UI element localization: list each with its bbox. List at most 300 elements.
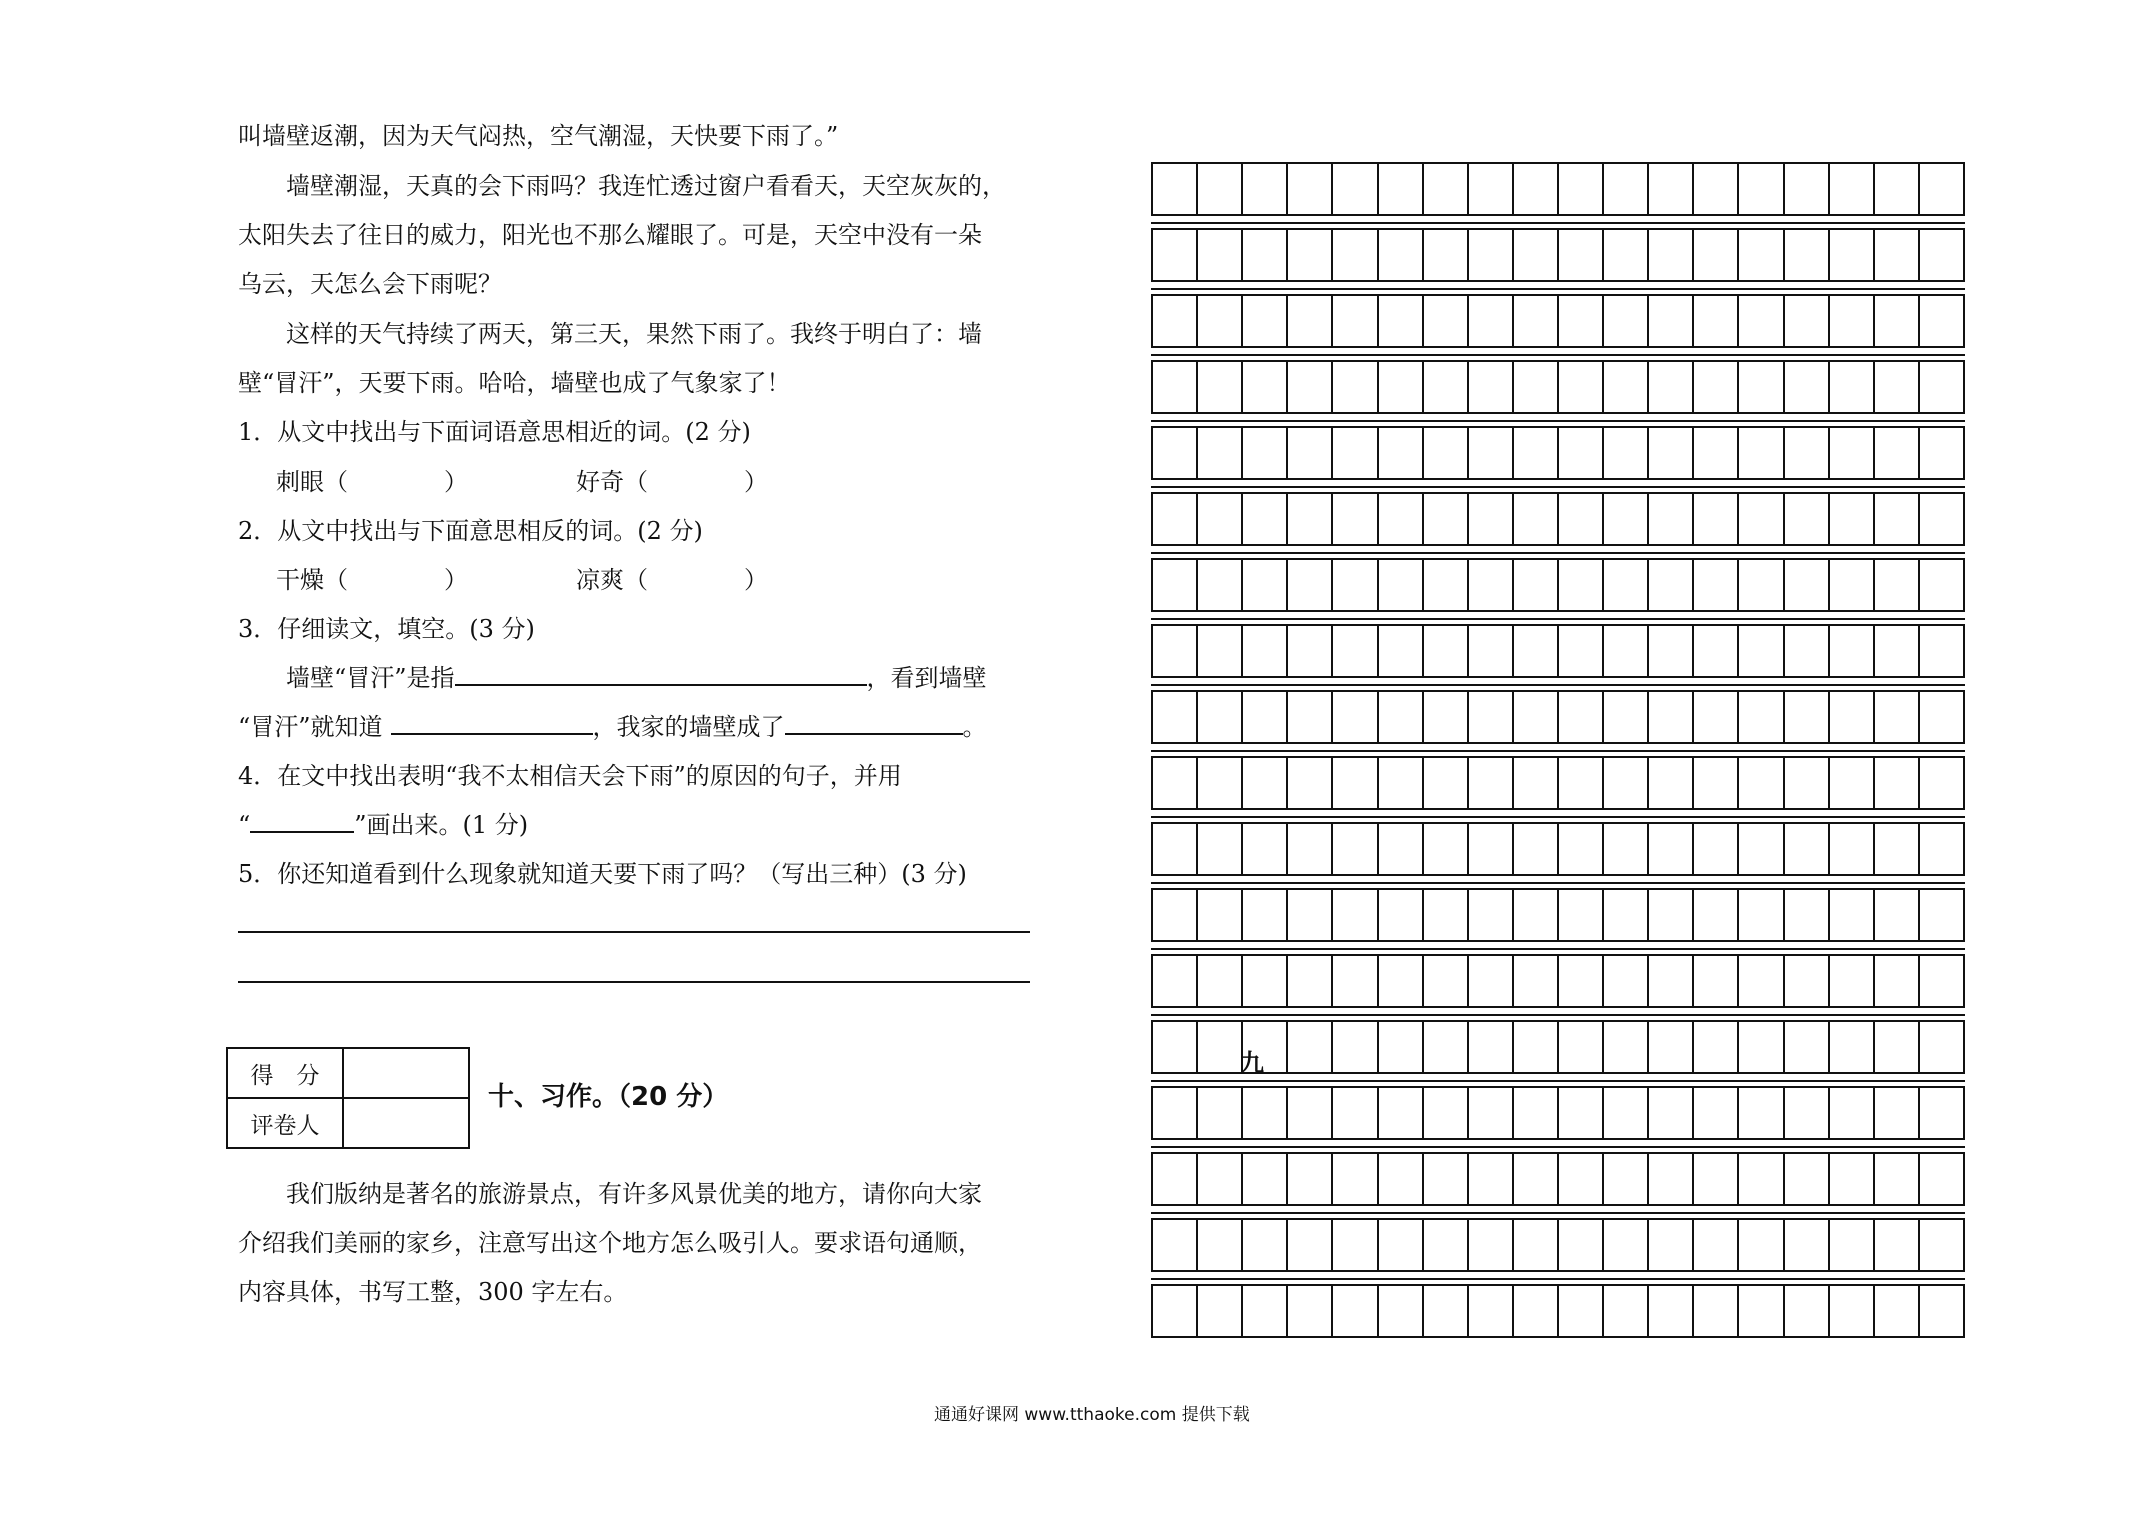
- grid-cell[interactable]: [1649, 428, 1694, 478]
- grid-cell[interactable]: [1333, 692, 1378, 742]
- answer-blank[interactable]: [785, 711, 963, 735]
- grid-cell[interactable]: [1288, 230, 1333, 280]
- grid-cell[interactable]: [1333, 362, 1378, 412]
- grid-cell[interactable]: [1694, 296, 1739, 346]
- grid-cell[interactable]: [1785, 1286, 1830, 1336]
- grid-cell[interactable]: [1243, 1220, 1288, 1270]
- grid-cell[interactable]: [1875, 296, 1920, 346]
- grid-cell[interactable]: [1604, 296, 1649, 346]
- grid-cell[interactable]: [1198, 1286, 1243, 1336]
- grid-cell[interactable]: [1243, 824, 1288, 874]
- grid-cell[interactable]: [1559, 1220, 1604, 1270]
- grid-cell[interactable]: [1333, 626, 1378, 676]
- grid-cell[interactable]: [1243, 428, 1288, 478]
- answer-blank[interactable]: [455, 662, 867, 686]
- grid-cell[interactable]: [1649, 494, 1694, 544]
- grid-cell[interactable]: [1785, 626, 1830, 676]
- grid-cell[interactable]: [1243, 362, 1288, 412]
- grid-cell[interactable]: [1920, 494, 1965, 544]
- grid-cell[interactable]: [1514, 1154, 1559, 1204]
- grid-cell[interactable]: [1469, 1286, 1514, 1336]
- grid-cell[interactable]: [1379, 1088, 1424, 1138]
- grid-cell[interactable]: [1604, 692, 1649, 742]
- grid-cell[interactable]: [1379, 824, 1424, 874]
- grid-cell[interactable]: [1153, 164, 1198, 214]
- grid-cell[interactable]: [1333, 1022, 1378, 1072]
- grid-cell[interactable]: [1424, 1154, 1469, 1204]
- grid-cell[interactable]: [1243, 164, 1288, 214]
- grid-cell[interactable]: [1514, 494, 1559, 544]
- grid-cell[interactable]: [1198, 1220, 1243, 1270]
- grid-cell[interactable]: [1198, 626, 1243, 676]
- grid-cell[interactable]: [1649, 1154, 1694, 1204]
- grid-cell[interactable]: [1739, 758, 1784, 808]
- grid-cell[interactable]: [1920, 890, 1965, 940]
- grid-cell[interactable]: [1424, 956, 1469, 1006]
- grid-cell[interactable]: [1424, 1088, 1469, 1138]
- grid-cell[interactable]: [1514, 824, 1559, 874]
- grid-cell[interactable]: [1739, 1154, 1784, 1204]
- grid-cell[interactable]: [1604, 560, 1649, 610]
- grid-cell[interactable]: [1920, 296, 1965, 346]
- grid-cell[interactable]: [1649, 1286, 1694, 1336]
- grid-cell[interactable]: [1559, 164, 1604, 214]
- grid-cell[interactable]: [1379, 1154, 1424, 1204]
- grid-cell[interactable]: [1288, 362, 1333, 412]
- grid-cell[interactable]: [1649, 692, 1694, 742]
- grid-cell[interactable]: [1469, 1022, 1514, 1072]
- grid-cell[interactable]: [1785, 1220, 1830, 1270]
- grid-cell[interactable]: [1830, 296, 1875, 346]
- grid-cell[interactable]: [1153, 1022, 1198, 1072]
- grid-cell[interactable]: [1559, 296, 1604, 346]
- grid-cell[interactable]: [1559, 758, 1604, 808]
- grid-cell[interactable]: [1379, 560, 1424, 610]
- grid-cell[interactable]: [1739, 560, 1784, 610]
- grid-cell[interactable]: [1469, 758, 1514, 808]
- grid-cell[interactable]: [1379, 1220, 1424, 1270]
- grid-cell[interactable]: [1514, 428, 1559, 478]
- grid-cell[interactable]: [1694, 362, 1739, 412]
- grid-cell[interactable]: [1333, 428, 1378, 478]
- grid-cell[interactable]: [1424, 758, 1469, 808]
- grid-cell[interactable]: [1469, 560, 1514, 610]
- grid-cell[interactable]: [1424, 692, 1469, 742]
- grid-cell[interactable]: [1424, 494, 1469, 544]
- grid-row[interactable]: [1151, 888, 1965, 942]
- grid-cell[interactable]: [1424, 1022, 1469, 1072]
- grid-cell[interactable]: [1694, 1022, 1739, 1072]
- grid-cell[interactable]: [1514, 692, 1559, 742]
- score-cell[interactable]: [343, 1048, 469, 1098]
- grid-cell[interactable]: [1469, 1154, 1514, 1204]
- grid-cell[interactable]: [1514, 362, 1559, 412]
- grid-cell[interactable]: [1875, 692, 1920, 742]
- grid-cell[interactable]: [1153, 824, 1198, 874]
- grid-cell[interactable]: [1288, 956, 1333, 1006]
- grid-cell[interactable]: [1785, 758, 1830, 808]
- grid-cell[interactable]: [1739, 1286, 1784, 1336]
- grid-cell[interactable]: [1830, 758, 1875, 808]
- grader-cell[interactable]: [343, 1098, 469, 1148]
- grid-cell[interactable]: [1604, 890, 1649, 940]
- grid-row[interactable]: [1151, 294, 1965, 348]
- grid-cell[interactable]: [1920, 1220, 1965, 1270]
- grid-row[interactable]: [1151, 558, 1965, 612]
- grid-cell[interactable]: [1694, 230, 1739, 280]
- grid-cell[interactable]: [1559, 692, 1604, 742]
- grid-cell[interactable]: [1288, 1286, 1333, 1336]
- grid-cell[interactable]: [1153, 692, 1198, 742]
- grid-cell[interactable]: [1559, 1154, 1604, 1204]
- grid-cell[interactable]: [1243, 758, 1288, 808]
- grid-cell[interactable]: [1649, 626, 1694, 676]
- grid-cell[interactable]: [1198, 1088, 1243, 1138]
- grid-cell[interactable]: [1288, 494, 1333, 544]
- grid-cell[interactable]: [1830, 626, 1875, 676]
- grid-cell[interactable]: [1153, 1220, 1198, 1270]
- grid-cell[interactable]: [1288, 824, 1333, 874]
- grid-cell[interactable]: [1604, 494, 1649, 544]
- grid-cell[interactable]: [1198, 362, 1243, 412]
- grid-cell[interactable]: [1424, 1286, 1469, 1336]
- grid-cell[interactable]: [1920, 1088, 1965, 1138]
- grid-cell[interactable]: [1469, 428, 1514, 478]
- grid-cell[interactable]: [1198, 164, 1243, 214]
- grid-cell[interactable]: [1288, 1022, 1333, 1072]
- grid-cell[interactable]: [1333, 1286, 1378, 1336]
- grid-cell[interactable]: [1694, 824, 1739, 874]
- grid-cell[interactable]: [1153, 1154, 1198, 1204]
- grid-cell[interactable]: [1243, 1088, 1288, 1138]
- grid-cell[interactable]: [1920, 824, 1965, 874]
- grid-cell[interactable]: [1514, 296, 1559, 346]
- grid-cell[interactable]: [1153, 1088, 1198, 1138]
- grid-cell[interactable]: [1785, 1154, 1830, 1204]
- grid-cell[interactable]: [1875, 1154, 1920, 1204]
- grid-cell[interactable]: [1920, 362, 1965, 412]
- grid-row[interactable]: [1151, 492, 1965, 546]
- grid-cell[interactable]: [1153, 296, 1198, 346]
- grid-cell[interactable]: [1153, 626, 1198, 676]
- grid-cell[interactable]: [1333, 1220, 1378, 1270]
- grid-cell[interactable]: [1514, 626, 1559, 676]
- grid-cell[interactable]: [1424, 890, 1469, 940]
- grid-cell[interactable]: [1243, 1286, 1288, 1336]
- grid-cell[interactable]: [1243, 1154, 1288, 1204]
- grid-cell[interactable]: [1424, 1220, 1469, 1270]
- grid-cell[interactable]: [1830, 428, 1875, 478]
- grid-cell[interactable]: [1198, 1022, 1243, 1072]
- grid-cell[interactable]: [1153, 890, 1198, 940]
- grid-cell[interactable]: [1920, 956, 1965, 1006]
- answer-line[interactable]: [238, 981, 1030, 983]
- grid-cell[interactable]: [1830, 824, 1875, 874]
- grid-cell[interactable]: [1785, 428, 1830, 478]
- grid-cell[interactable]: [1559, 1286, 1604, 1336]
- grid-row[interactable]: [1151, 426, 1965, 480]
- grid-cell[interactable]: [1469, 230, 1514, 280]
- grid-cell[interactable]: [1920, 1286, 1965, 1336]
- grid-cell[interactable]: [1920, 692, 1965, 742]
- grid-cell[interactable]: [1559, 428, 1604, 478]
- grid-cell[interactable]: [1469, 164, 1514, 214]
- grid-cell[interactable]: [1604, 1088, 1649, 1138]
- grid-cell[interactable]: [1333, 890, 1378, 940]
- grid-row[interactable]: [1151, 1020, 1965, 1074]
- grid-cell[interactable]: [1875, 362, 1920, 412]
- grid-cell[interactable]: [1649, 956, 1694, 1006]
- grid-cell[interactable]: [1469, 1220, 1514, 1270]
- grid-cell[interactable]: [1469, 362, 1514, 412]
- grid-cell[interactable]: [1198, 560, 1243, 610]
- grid-cell[interactable]: [1830, 494, 1875, 544]
- grid-cell[interactable]: [1830, 1220, 1875, 1270]
- grid-cell[interactable]: [1785, 362, 1830, 412]
- writing-grid[interactable]: [1151, 162, 1965, 1338]
- grid-cell[interactable]: [1424, 428, 1469, 478]
- grid-row[interactable]: [1151, 162, 1965, 216]
- grid-cell[interactable]: [1694, 1286, 1739, 1336]
- grid-cell[interactable]: [1514, 1022, 1559, 1072]
- grid-cell[interactable]: [1198, 692, 1243, 742]
- grid-cell[interactable]: [1739, 692, 1784, 742]
- grid-cell[interactable]: [1424, 824, 1469, 874]
- grid-cell[interactable]: [1739, 230, 1784, 280]
- grid-cell[interactable]: [1424, 164, 1469, 214]
- grid-row[interactable]: [1151, 1152, 1965, 1206]
- grid-cell[interactable]: [1424, 296, 1469, 346]
- grid-cell[interactable]: [1649, 164, 1694, 214]
- grid-cell[interactable]: [1875, 494, 1920, 544]
- grid-cell[interactable]: [1333, 560, 1378, 610]
- grid-row[interactable]: [1151, 1284, 1965, 1338]
- grid-cell[interactable]: [1739, 956, 1784, 1006]
- grid-cell[interactable]: [1739, 164, 1784, 214]
- grid-cell[interactable]: [1830, 164, 1875, 214]
- grid-cell[interactable]: [1875, 956, 1920, 1006]
- grid-cell[interactable]: [1694, 956, 1739, 1006]
- grid-row[interactable]: [1151, 690, 1965, 744]
- grid-cell[interactable]: [1830, 890, 1875, 940]
- grid-cell[interactable]: [1830, 1154, 1875, 1204]
- grid-cell[interactable]: [1604, 230, 1649, 280]
- grid-row[interactable]: [1151, 1086, 1965, 1140]
- grid-cell[interactable]: [1514, 1088, 1559, 1138]
- grid-cell[interactable]: [1875, 1088, 1920, 1138]
- grid-cell[interactable]: [1424, 626, 1469, 676]
- grid-cell[interactable]: [1153, 230, 1198, 280]
- grid-cell[interactable]: [1875, 1022, 1920, 1072]
- grid-cell[interactable]: [1379, 428, 1424, 478]
- grid-cell[interactable]: [1875, 824, 1920, 874]
- grid-cell[interactable]: [1469, 1088, 1514, 1138]
- grid-cell[interactable]: [1830, 1088, 1875, 1138]
- grid-cell[interactable]: [1243, 230, 1288, 280]
- grid-row[interactable]: [1151, 756, 1965, 810]
- grid-cell[interactable]: [1333, 758, 1378, 808]
- grid-cell[interactable]: [1333, 824, 1378, 874]
- grid-cell[interactable]: [1379, 1286, 1424, 1336]
- grid-cell[interactable]: [1559, 1088, 1604, 1138]
- grid-cell[interactable]: [1288, 1220, 1333, 1270]
- grid-cell[interactable]: [1875, 1286, 1920, 1336]
- grid-cell[interactable]: [1288, 296, 1333, 346]
- grid-cell[interactable]: [1604, 1022, 1649, 1072]
- grid-cell[interactable]: [1379, 956, 1424, 1006]
- grid-cell[interactable]: [1920, 428, 1965, 478]
- grid-cell[interactable]: [1830, 1286, 1875, 1336]
- grid-cell[interactable]: [1198, 230, 1243, 280]
- grid-cell[interactable]: [1604, 626, 1649, 676]
- grid-cell[interactable]: [1288, 692, 1333, 742]
- grid-cell[interactable]: [1739, 824, 1784, 874]
- grid-cell[interactable]: [1875, 230, 1920, 280]
- grid-cell[interactable]: [1739, 626, 1784, 676]
- grid-cell[interactable]: [1694, 890, 1739, 940]
- grid-row[interactable]: [1151, 228, 1965, 282]
- grid-cell[interactable]: [1875, 560, 1920, 610]
- grid-cell[interactable]: [1694, 758, 1739, 808]
- grid-cell[interactable]: [1514, 560, 1559, 610]
- grid-cell[interactable]: [1875, 626, 1920, 676]
- grid-cell[interactable]: [1243, 494, 1288, 544]
- grid-cell[interactable]: [1559, 230, 1604, 280]
- grid-cell[interactable]: [1469, 692, 1514, 742]
- grid-cell[interactable]: [1243, 890, 1288, 940]
- grid-cell[interactable]: [1785, 230, 1830, 280]
- grid-cell[interactable]: [1649, 890, 1694, 940]
- grid-cell[interactable]: [1198, 1154, 1243, 1204]
- grid-cell[interactable]: [1379, 494, 1424, 544]
- answer-line[interactable]: [238, 931, 1030, 933]
- grid-cell[interactable]: [1785, 890, 1830, 940]
- grid-cell[interactable]: [1830, 692, 1875, 742]
- grid-cell[interactable]: [1333, 296, 1378, 346]
- grid-cell[interactable]: [1559, 362, 1604, 412]
- grid-cell[interactable]: [1785, 692, 1830, 742]
- grid-cell[interactable]: [1469, 824, 1514, 874]
- grid-cell[interactable]: [1559, 890, 1604, 940]
- grid-cell[interactable]: [1559, 824, 1604, 874]
- grid-cell[interactable]: [1333, 956, 1378, 1006]
- grid-cell[interactable]: [1379, 626, 1424, 676]
- grid-cell[interactable]: [1288, 164, 1333, 214]
- grid-cell[interactable]: [1514, 890, 1559, 940]
- grid-cell[interactable]: [1694, 626, 1739, 676]
- grid-cell[interactable]: [1288, 428, 1333, 478]
- grid-cell[interactable]: [1830, 230, 1875, 280]
- grid-cell[interactable]: [1514, 758, 1559, 808]
- grid-cell[interactable]: [1379, 758, 1424, 808]
- grid-cell[interactable]: [1469, 296, 1514, 346]
- grid-cell[interactable]: [1875, 890, 1920, 940]
- grid-cell[interactable]: [1694, 1220, 1739, 1270]
- grid-cell[interactable]: [1288, 560, 1333, 610]
- grid-cell[interactable]: [1739, 428, 1784, 478]
- grid-cell[interactable]: [1198, 428, 1243, 478]
- grid-row[interactable]: [1151, 954, 1965, 1008]
- grid-cell[interactable]: [1288, 626, 1333, 676]
- grid-cell[interactable]: [1739, 296, 1784, 346]
- grid-cell[interactable]: [1288, 890, 1333, 940]
- grid-cell[interactable]: [1153, 956, 1198, 1006]
- grid-cell[interactable]: [1379, 1022, 1424, 1072]
- grid-cell[interactable]: [1379, 692, 1424, 742]
- grid-cell[interactable]: [1604, 758, 1649, 808]
- grid-cell[interactable]: [1694, 1088, 1739, 1138]
- grid-cell[interactable]: [1514, 1286, 1559, 1336]
- grid-cell[interactable]: [1785, 1088, 1830, 1138]
- grid-cell[interactable]: [1333, 164, 1378, 214]
- grid-cell[interactable]: [1739, 890, 1784, 940]
- grid-cell[interactable]: [1198, 296, 1243, 346]
- grid-cell[interactable]: [1604, 428, 1649, 478]
- grid-cell[interactable]: [1243, 626, 1288, 676]
- grid-cell[interactable]: [1920, 626, 1965, 676]
- grid-cell[interactable]: [1379, 230, 1424, 280]
- answer-blank[interactable]: [391, 711, 593, 735]
- grid-cell[interactable]: [1739, 494, 1784, 544]
- grid-cell[interactable]: [1198, 956, 1243, 1006]
- grid-cell[interactable]: [1379, 362, 1424, 412]
- grid-cell[interactable]: [1559, 626, 1604, 676]
- grid-cell[interactable]: [1785, 296, 1830, 346]
- grid-cell[interactable]: [1920, 164, 1965, 214]
- grid-cell[interactable]: [1333, 1088, 1378, 1138]
- grid-cell[interactable]: [1514, 1220, 1559, 1270]
- grid-cell[interactable]: [1920, 1022, 1965, 1072]
- grid-cell[interactable]: [1604, 1154, 1649, 1204]
- grid-cell[interactable]: [1694, 692, 1739, 742]
- grid-cell[interactable]: [1288, 758, 1333, 808]
- grid-cell[interactable]: [1153, 1286, 1198, 1336]
- grid-cell[interactable]: [1875, 428, 1920, 478]
- grid-cell[interactable]: [1424, 362, 1469, 412]
- grid-cell[interactable]: [1739, 362, 1784, 412]
- grid-cell[interactable]: [1469, 626, 1514, 676]
- grid-cell[interactable]: [1830, 560, 1875, 610]
- grid-cell[interactable]: [1333, 1154, 1378, 1204]
- grid-cell[interactable]: [1739, 1220, 1784, 1270]
- grid-cell[interactable]: [1243, 296, 1288, 346]
- grid-cell[interactable]: [1243, 956, 1288, 1006]
- grid-cell[interactable]: [1153, 494, 1198, 544]
- grid-cell[interactable]: [1649, 824, 1694, 874]
- grid-cell[interactable]: [1379, 890, 1424, 940]
- grid-cell[interactable]: [1649, 1022, 1694, 1072]
- grid-cell[interactable]: [1649, 362, 1694, 412]
- grid-cell[interactable]: [1785, 824, 1830, 874]
- grid-cell[interactable]: [1785, 494, 1830, 544]
- grid-cell[interactable]: [1785, 1022, 1830, 1072]
- grid-cell[interactable]: [1469, 890, 1514, 940]
- grid-cell[interactable]: [1153, 758, 1198, 808]
- grid-cell[interactable]: [1649, 296, 1694, 346]
- grid-cell[interactable]: [1333, 230, 1378, 280]
- grid-cell[interactable]: [1604, 1286, 1649, 1336]
- grid-cell[interactable]: [1559, 560, 1604, 610]
- grid-cell[interactable]: [1920, 1154, 1965, 1204]
- grid-cell[interactable]: [1153, 560, 1198, 610]
- grid-cell[interactable]: [1739, 1088, 1784, 1138]
- grid-cell[interactable]: [1243, 560, 1288, 610]
- grid-cell[interactable]: [1694, 494, 1739, 544]
- grid-cell[interactable]: [1198, 890, 1243, 940]
- grid-cell[interactable]: [1559, 956, 1604, 1006]
- grid-cell[interactable]: [1694, 164, 1739, 214]
- grid-cell[interactable]: [1694, 560, 1739, 610]
